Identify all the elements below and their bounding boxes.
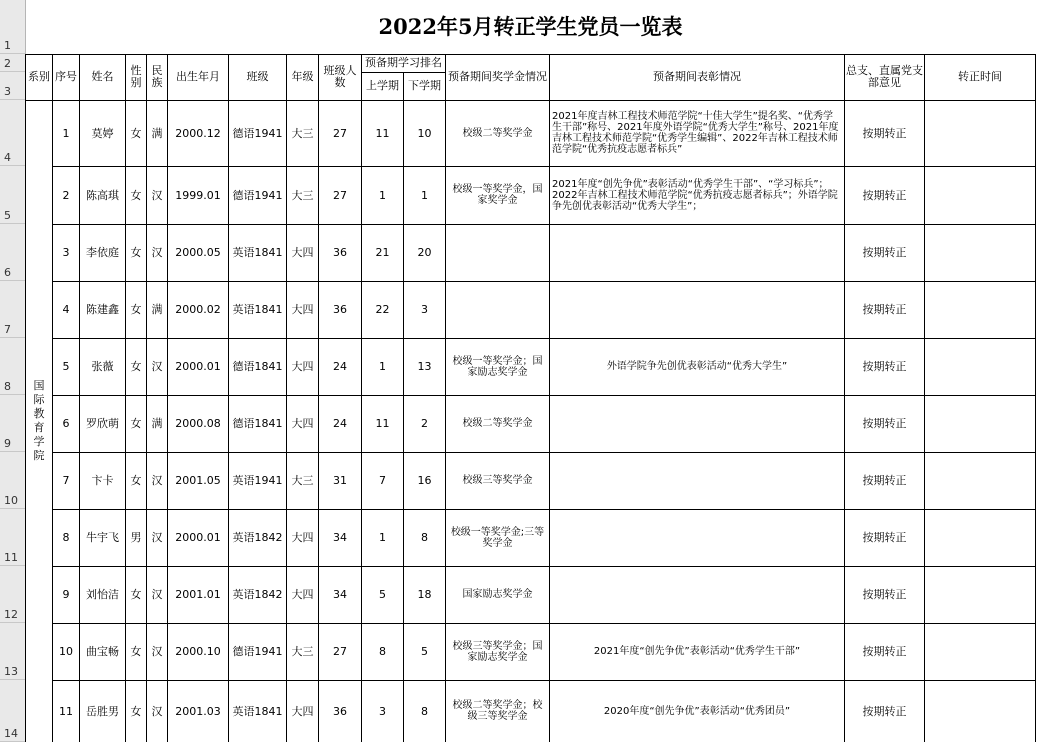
header-awards[interactable]: 预备期间表彰情况 <box>550 54 845 100</box>
table-row <box>26 166 1036 224</box>
cell-name[interactable]: 陈高琪 <box>80 166 126 224</box>
cell-gender[interactable]: 女 <box>126 100 147 166</box>
cell-ranking-first[interactable]: 8 <box>362 623 404 680</box>
table-row <box>26 224 1036 281</box>
cell-index[interactable]: 9 <box>53 566 80 623</box>
cell-gender[interactable]: 男 <box>126 509 147 566</box>
cell-scholarship[interactable]: 校级二等奖学金 <box>446 100 550 166</box>
cell-opinion[interactable]: 按期转正 <box>845 338 925 395</box>
cell-class[interactable]: 英语1841 <box>229 281 287 338</box>
cell-grade[interactable]: 大四 <box>287 224 319 281</box>
cell-scholarship[interactable]: 校级二等奖学金；校级三等奖学金 <box>446 680 550 742</box>
row-number[interactable]: 8 <box>0 338 25 395</box>
cell-ranking-second[interactable]: 8 <box>404 680 446 742</box>
cell-class-size[interactable]: 34 <box>319 566 362 623</box>
header-grade[interactable]: 年级 <box>287 54 319 100</box>
cell-birth[interactable]: 2000.01 <box>168 338 229 395</box>
cell-scholarship[interactable]: 校级三等奖学金 <box>446 452 550 509</box>
cell-class-size[interactable]: 31 <box>319 452 362 509</box>
row-number[interactable]: 13 <box>0 623 25 680</box>
cell-gender[interactable]: 女 <box>126 623 147 680</box>
cell-ethnicity[interactable]: 满 <box>147 395 168 452</box>
cell-awards[interactable]: 2021年度“创先争优”表彰活动“优秀学生干部” <box>550 623 845 680</box>
cell-class[interactable]: 德语1841 <box>229 338 287 395</box>
cell-ranking-second[interactable]: 20 <box>404 224 446 281</box>
header-opinion[interactable]: 总支、直属党支部意见 <box>845 54 925 100</box>
cell-name[interactable]: 刘怡洁 <box>80 566 126 623</box>
cell-grade[interactable]: 大四 <box>287 338 319 395</box>
cell-grade[interactable]: 大四 <box>287 680 319 742</box>
cell-opinion[interactable]: 按期转正 <box>845 100 925 166</box>
cell-class-size[interactable]: 36 <box>319 281 362 338</box>
row-number[interactable]: 6 <box>0 224 25 281</box>
table-row <box>26 395 1036 452</box>
cell-scholarship[interactable] <box>446 224 550 281</box>
cell-class[interactable]: 英语1842 <box>229 566 287 623</box>
cell-ethnicity[interactable]: 汉 <box>147 623 168 680</box>
cell-name[interactable]: 张薇 <box>80 338 126 395</box>
cell-index[interactable]: 3 <box>53 224 80 281</box>
cell-gender[interactable]: 女 <box>126 680 147 742</box>
cell-awards[interactable]: 2021年度“创先争优”表彰活动“优秀学生干部”、“学习标兵”；2022年吉林工程技术师范学院“优秀抗疫志愿者标兵”；外语学院争先创优表彰活动“优秀大学生”； <box>550 166 845 224</box>
row-number[interactable]: 7 <box>0 281 25 338</box>
header-name[interactable]: 姓名 <box>80 54 126 100</box>
header-time[interactable]: 转正时间 <box>925 54 1036 100</box>
cell-gender[interactable]: 女 <box>126 566 147 623</box>
cell-ethnicity[interactable]: 汉 <box>147 166 168 224</box>
cell-ranking-first[interactable]: 11 <box>362 395 404 452</box>
cell-awards[interactable] <box>550 224 845 281</box>
header-gender[interactable]: 性别 <box>126 54 147 100</box>
cell-class-size[interactable]: 27 <box>319 166 362 224</box>
cell-ranking-second[interactable]: 8 <box>404 509 446 566</box>
cell-ranking-first[interactable]: 5 <box>362 566 404 623</box>
department-label: 国际教育学院 <box>33 379 45 462</box>
cell-class-size[interactable]: 24 <box>319 395 362 452</box>
cell-class[interactable]: 德语1941 <box>229 166 287 224</box>
cell-awards[interactable] <box>550 509 845 566</box>
cell-index[interactable]: 6 <box>53 395 80 452</box>
cell-ranking-second[interactable]: 1 <box>404 166 446 224</box>
cell-time[interactable] <box>925 224 1036 281</box>
cell-grade[interactable]: 大四 <box>287 509 319 566</box>
table-row <box>26 338 1036 395</box>
row-number[interactable]: 10 <box>0 452 25 509</box>
cell-ranking-first[interactable]: 1 <box>362 509 404 566</box>
cell-class[interactable]: 英语1841 <box>229 224 287 281</box>
cell-name[interactable]: 陈建鑫 <box>80 281 126 338</box>
cell-scholarship[interactable]: 校级一等奖学金;三等奖学金 <box>446 509 550 566</box>
cell-index[interactable]: 1 <box>53 100 80 166</box>
cell-class[interactable]: 德语1841 <box>229 395 287 452</box>
cell-class[interactable]: 英语1841 <box>229 680 287 742</box>
cell-index[interactable]: 2 <box>53 166 80 224</box>
cell-time[interactable] <box>925 281 1036 338</box>
header-dept[interactable]: 系别 <box>26 54 53 100</box>
cell-ethnicity[interactable]: 汉 <box>147 566 168 623</box>
cell-grade[interactable]: 大四 <box>287 395 319 452</box>
cell-scholarship[interactable]: 校级一等奖学金，国家奖学金 <box>446 166 550 224</box>
cell-ranking-first[interactable]: 21 <box>362 224 404 281</box>
cell-class-size[interactable]: 27 <box>319 623 362 680</box>
cell-opinion[interactable]: 按期转正 <box>845 281 925 338</box>
cell-index[interactable]: 11 <box>53 680 80 742</box>
sheet-title[interactable]: 2022年5月转正学生党员一览表 <box>26 0 1036 54</box>
cell-gender[interactable]: 女 <box>126 281 147 338</box>
cell-grade[interactable]: 大三 <box>287 100 319 166</box>
cell-gender[interactable]: 女 <box>126 452 147 509</box>
cell-ethnicity[interactable]: 汉 <box>147 509 168 566</box>
cell-ranking-second[interactable]: 13 <box>404 338 446 395</box>
cell-ranking-second[interactable]: 3 <box>404 281 446 338</box>
cell-birth[interactable]: 2000.01 <box>168 509 229 566</box>
cell-grade[interactable]: 大四 <box>287 566 319 623</box>
cell-opinion[interactable]: 按期转正 <box>845 566 925 623</box>
party-member-table <box>25 0 1036 742</box>
cell-opinion[interactable]: 按期转正 <box>845 509 925 566</box>
cell-ranking-second[interactable]: 16 <box>404 452 446 509</box>
cell-scholarship[interactable]: 校级一等奖学金；国家励志奖学金 <box>446 338 550 395</box>
cell-opinion[interactable]: 按期转正 <box>845 224 925 281</box>
cell-name[interactable]: 莫婷 <box>80 100 126 166</box>
cell-index[interactable]: 8 <box>53 509 80 566</box>
header-ranking-second[interactable]: 下学期 <box>404 72 446 100</box>
cell-ethnicity[interactable]: 汉 <box>147 224 168 281</box>
cell-ethnicity[interactable]: 汉 <box>147 680 168 742</box>
cell-grade[interactable]: 大三 <box>287 166 319 224</box>
cell-birth[interactable]: 2000.08 <box>168 395 229 452</box>
cell-birth[interactable]: 2001.03 <box>168 680 229 742</box>
cell-ranking-first[interactable]: 3 <box>362 680 404 742</box>
cell-awards[interactable]: 2021年度吉林工程技术师范学院“十佳大学生”提名奖、“优秀学生干部”称号、2021年度外语学院“优秀大学生”称号、2021年度吉林工程技术师范学院“优秀学生编辑”、2022年吉林工程技术师范学院“优秀抗疫志愿者标兵” <box>550 100 845 166</box>
cell-birth[interactable]: 2000.12 <box>168 100 229 166</box>
cell-time[interactable] <box>925 623 1036 680</box>
cell-ranking-second[interactable]: 10 <box>404 100 446 166</box>
header-class[interactable]: 班级 <box>229 54 287 100</box>
table-row <box>26 281 1036 338</box>
row-number[interactable]: 3 <box>0 72 25 100</box>
cell-ethnicity[interactable]: 满 <box>147 100 168 166</box>
cell-time[interactable] <box>925 452 1036 509</box>
header-scholarship[interactable]: 预备期间奖学金情况 <box>446 54 550 100</box>
cell-ranking-second[interactable]: 5 <box>404 623 446 680</box>
cell-opinion[interactable]: 按期转正 <box>845 623 925 680</box>
header-ethnicity[interactable]: 民族 <box>147 54 168 100</box>
row-number[interactable]: 9 <box>0 395 25 452</box>
cell-ethnicity[interactable]: 汉 <box>147 452 168 509</box>
cell-class-size[interactable]: 27 <box>319 100 362 166</box>
cell-ranking-first[interactable]: 7 <box>362 452 404 509</box>
table-row <box>26 566 1036 623</box>
table-row <box>26 623 1036 680</box>
cell-time[interactable] <box>925 566 1036 623</box>
cell-name[interactable]: 罗欣萌 <box>80 395 126 452</box>
table-row <box>26 509 1036 566</box>
cell-gender[interactable]: 女 <box>126 166 147 224</box>
cell-index[interactable]: 4 <box>53 281 80 338</box>
header-index[interactable]: 序号 <box>53 54 80 100</box>
cell-awards[interactable] <box>550 452 845 509</box>
cell-awards[interactable] <box>550 395 845 452</box>
cell-class-size[interactable]: 36 <box>319 680 362 742</box>
header-class-size[interactable]: 班级人数 <box>319 54 362 100</box>
cell-class[interactable]: 德语1941 <box>229 100 287 166</box>
cell-ranking-second[interactable]: 2 <box>404 395 446 452</box>
cell-time[interactable] <box>925 100 1036 166</box>
cell-name[interactable]: 卞卡 <box>80 452 126 509</box>
cell-grade[interactable]: 大三 <box>287 452 319 509</box>
cell-scholarship[interactable]: 国家励志奖学金 <box>446 566 550 623</box>
cell-time[interactable] <box>925 509 1036 566</box>
cell-opinion[interactable]: 按期转正 <box>845 166 925 224</box>
cell-birth[interactable]: 2001.05 <box>168 452 229 509</box>
cell-class[interactable]: 英语1941 <box>229 452 287 509</box>
cell-birth[interactable]: 1999.01 <box>168 166 229 224</box>
cell-gender[interactable]: 女 <box>126 395 147 452</box>
cell-awards[interactable] <box>550 566 845 623</box>
table-row <box>26 680 1036 742</box>
cell-gender[interactable]: 女 <box>126 224 147 281</box>
cell-scholarship[interactable] <box>446 281 550 338</box>
cell-opinion[interactable]: 按期转正 <box>845 452 925 509</box>
cell-class[interactable]: 德语1941 <box>229 623 287 680</box>
cell-ranking-second[interactable]: 18 <box>404 566 446 623</box>
cell-awards[interactable]: 2020年度“创先争优”表彰活动“优秀团员” <box>550 680 845 742</box>
cell-class[interactable]: 英语1842 <box>229 509 287 566</box>
cell-class-size[interactable]: 24 <box>319 338 362 395</box>
cell-grade[interactable]: 大四 <box>287 281 319 338</box>
cell-birth[interactable]: 2000.02 <box>168 281 229 338</box>
cell-ranking-first[interactable]: 1 <box>362 166 404 224</box>
cell-ethnicity[interactable]: 满 <box>147 281 168 338</box>
cell-time[interactable] <box>925 395 1036 452</box>
cell-gender[interactable]: 女 <box>126 338 147 395</box>
cell-class-size[interactable]: 36 <box>319 224 362 281</box>
cell-awards[interactable]: 外语学院争先创优表彰活动“优秀大学生” <box>550 338 845 395</box>
cell-ranking-first[interactable]: 1 <box>362 338 404 395</box>
table-row <box>26 452 1036 509</box>
header-ranking-group[interactable]: 预备期学习排名 <box>362 54 446 72</box>
cell-name[interactable]: 李依庭 <box>80 224 126 281</box>
row-number[interactable]: 5 <box>0 166 25 224</box>
table-row <box>26 100 1036 166</box>
cell-name[interactable]: 曲宝畅 <box>80 623 126 680</box>
cell-department[interactable] <box>26 100 53 742</box>
cell-ethnicity[interactable]: 汉 <box>147 338 168 395</box>
cell-birth[interactable]: 2000.05 <box>168 224 229 281</box>
cell-scholarship[interactable]: 校级二等奖学金 <box>446 395 550 452</box>
row-header-column <box>0 0 26 742</box>
cell-index[interactable]: 10 <box>53 623 80 680</box>
cell-class-size[interactable]: 34 <box>319 509 362 566</box>
row-number[interactable]: 1 <box>0 0 25 54</box>
row-number[interactable]: 11 <box>0 509 25 566</box>
cell-time[interactable] <box>925 338 1036 395</box>
cell-opinion[interactable]: 按期转正 <box>845 395 925 452</box>
row-number[interactable]: 2 <box>0 54 25 72</box>
cell-ranking-first[interactable]: 22 <box>362 281 404 338</box>
row-number[interactable]: 4 <box>0 100 25 166</box>
cell-awards[interactable] <box>550 281 845 338</box>
cell-time[interactable] <box>925 680 1036 742</box>
cell-birth[interactable]: 2001.01 <box>168 566 229 623</box>
cell-index[interactable]: 7 <box>53 452 80 509</box>
cell-grade[interactable]: 大三 <box>287 623 319 680</box>
cell-scholarship[interactable]: 校级三等奖学金；国家励志奖学金 <box>446 623 550 680</box>
cell-index[interactable]: 5 <box>53 338 80 395</box>
cell-name[interactable]: 牛宇飞 <box>80 509 126 566</box>
cell-time[interactable] <box>925 166 1036 224</box>
cell-opinion[interactable]: 按期转正 <box>845 680 925 742</box>
cell-name[interactable]: 岳胜男 <box>80 680 126 742</box>
header-ranking-first[interactable]: 上学期 <box>362 72 404 100</box>
row-number[interactable]: 12 <box>0 566 25 623</box>
header-birth[interactable]: 出生年月 <box>168 54 229 100</box>
row-number[interactable]: 14 <box>0 680 25 742</box>
cell-birth[interactable]: 2000.10 <box>168 623 229 680</box>
cell-ranking-first[interactable]: 11 <box>362 100 404 166</box>
